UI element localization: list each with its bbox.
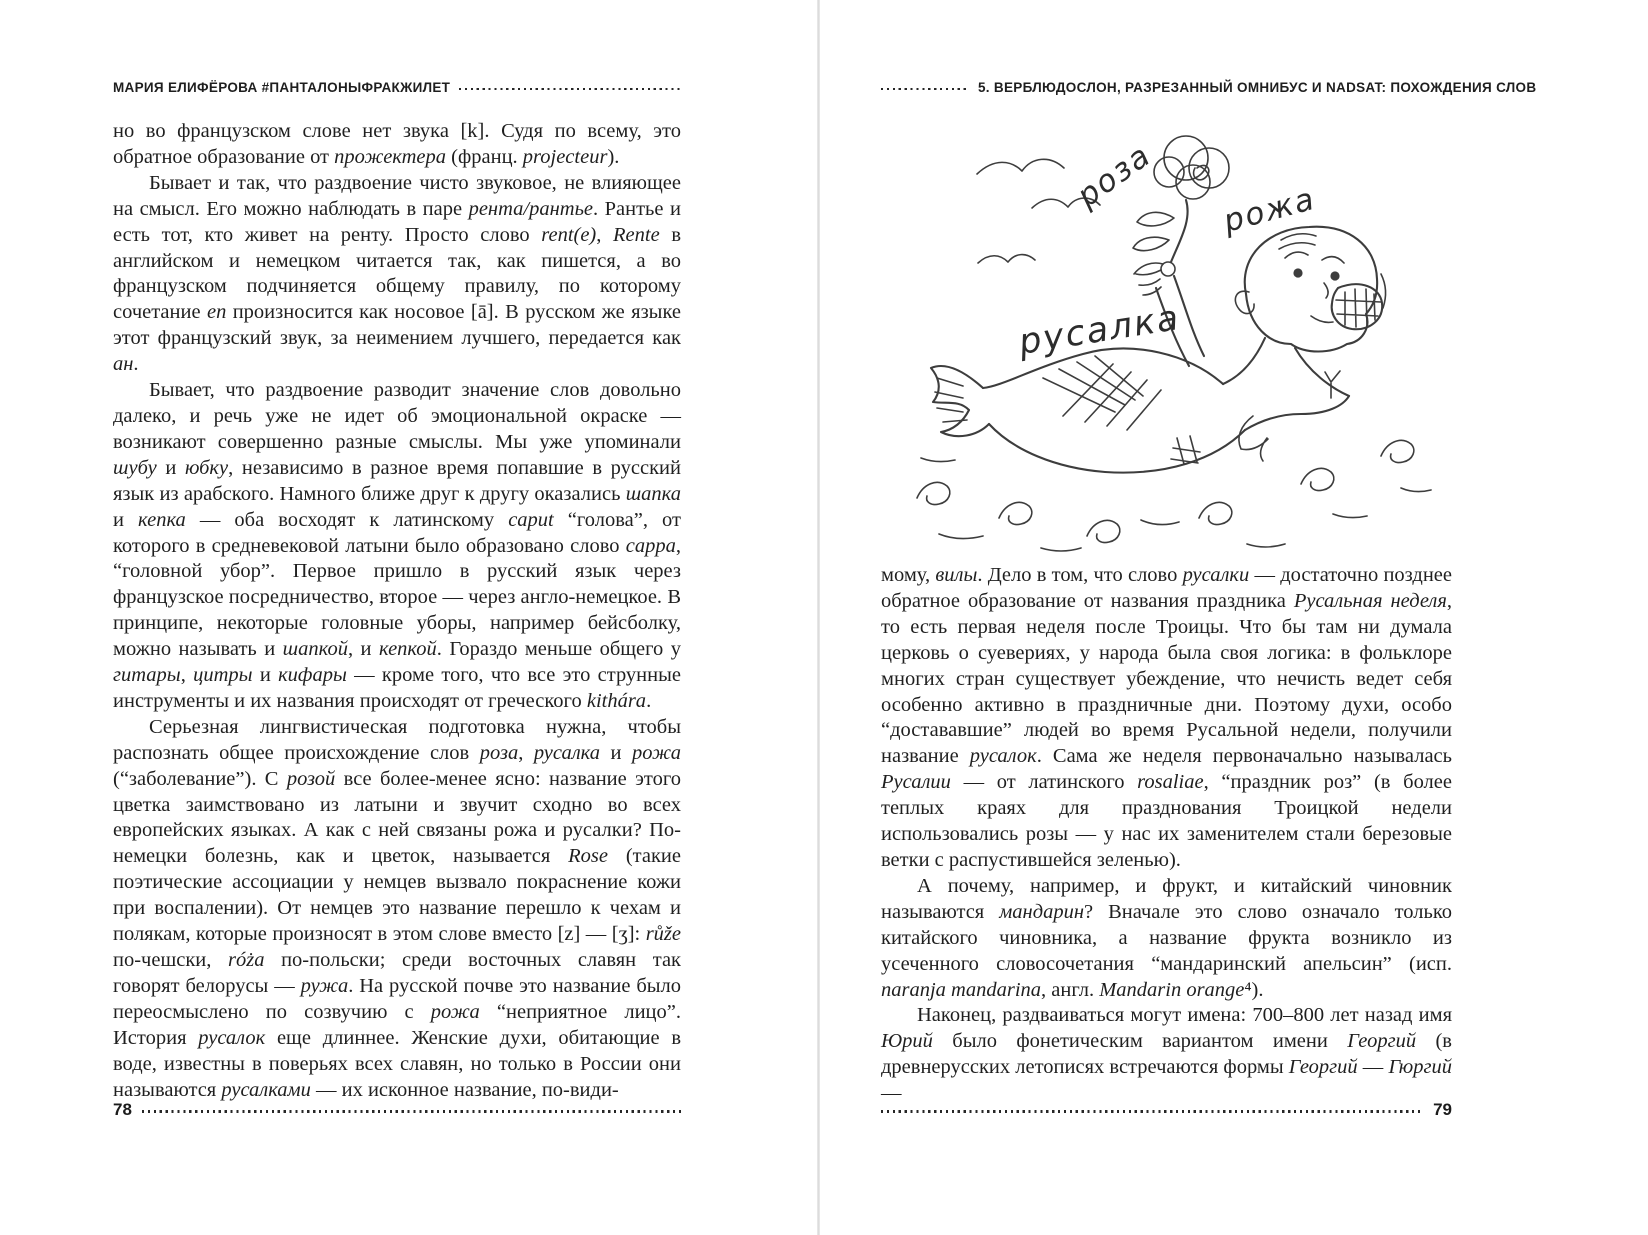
paragraph: Серьезная лингвистическая подготовка нужна, чтобы распознать общее происхождение слов роза, русалка и рожа (“заболевание”). С розой все более-менее ясно: название этого цветка заимствовано из латыни и звучит сходно во всех европейских языках. А как с ней связаны рожа и русалки? По-немецки болезнь, как и цветок, называется Rose (такие поэтические ассоциации у немцев вызвало покраснение кожи при воспалении). От немцев это название перешло к чехам и полякам, которые произносят в этом слове вместо [z] — [ʒ]: růže по-чешски, róża по-польски; среди восточных славян так говорят белорусы — ружа. На русской почве это название было переосмыслено по созвучию с рожа “неприятное лицо”. История русалок еще длиннее. Женские духи, обитающие в воде, известны в поверьях всех славян, но только в России они называются русалками — их исконное название, по-види- — [113, 715, 682, 1101]
left-folio — [113, 1100, 681, 1120]
paragraph: Бывает, что раздвоение разводит значение слов довольно далеко, и речь уже не идет об эмоциональной окраске — возникают совершенно разные смыслы. Мы уже упоминали шубу и юбку, независимо в разное время попавшие в русский язык из арабского. Намного ближе друг к другу оказались шапка и кепка — оба восходят к латинскому caput “голова”, от которого в средневековой латыни было образовано слово cappa, “головной убор”. Первое пришло в русский язык через французское посредничество, второе — через англо-немецкое. В принципе, некоторые головные уборы, например бейсболку, можно называть и шапкой, и кепкой. Гораздо меньше общего у гитары, цитры и кифары — кроме того, что все это струнные инструменты и их названия происходят от греческого kithára. — [113, 379, 681, 712]
paragraph: Бывает и так, что раздвоение чисто звуковое, не влияющее на смысл. Его можно наблюдать в паре рента/рантье. Рантье и есть тот, кто живет на ренту. Просто слово rent(e), Rente в английском и немецком читается так, как пишется, а во французском подчиняется общему правилу, по которому сочетание en произносится как носовое [ā]. В русском же языке этот французский звук, за неимением лучшего, передается как ан. — [113, 171, 682, 376]
header-dotted-leader — [459, 88, 681, 91]
header-dotted-leader — [881, 88, 969, 91]
folio-dotted-leader — [881, 1110, 1423, 1113]
paragraph: но во французском слове нет звука [k]. Судя по всему, это обратное образование от прожектера (франц. projecteur). — [113, 120, 681, 168]
illustration-label-rusalka: русалка — [1016, 297, 1183, 363]
author-hashtag-header: МАРИЯ ЕЛИФЁРОВА #ПАНТАЛОНЫФРАКЖИЛЕТ — [113, 80, 451, 95]
mermaid-body — [931, 338, 1349, 473]
paragraph: Наконец, раздваиваться могут имена: 700–800 лет назад имя Юрий было фонетическим вариантом имени Георгий (в древнерусских летописях встречаются формы Георгий — Гюргий — — [881, 1004, 1452, 1105]
page-gutter-divider — [817, 0, 820, 1235]
seagulls-icon — [977, 159, 1100, 263]
paragraph: А почему, например, и фрукт, и китайский чиновник называются мандарин? Вначале это слово означало только китайского чиновника, а название фрукта возникло из усеченного словосочетания “мандаринский апельсин” (исп. naranja mandarina, англ. Mandarin orange⁴). — [881, 874, 1452, 1001]
ugly-face — [1235, 227, 1385, 352]
right-page — [881, 0, 1537, 1235]
left-page — [113, 0, 681, 1235]
right-folio — [881, 1100, 1452, 1120]
left-running-head — [113, 80, 681, 95]
right-running-head — [881, 80, 1537, 95]
left-body-text — [113, 119, 681, 1103]
paragraph: мому, вилы. Дело в том, что слово русалки — достаточно позднее обратное образование от названия праздника Русальная неделя, то есть первая неделя после Троицы. Что бы там ни думала церковь о суевериях, у народа была своя логика: в фольклоре многих стран существует убеждение, что нечисть ведет себя особенно активно в праздничные дни. Поэтому духи, особо “достававшие” людей во время Русальной недели, получили название русалок. Сама же неделя первоначально называлась Русалии — от латинского rosaliae, “праздник роз” (в более теплых краях для празднования Троицкой недели использовались розы — у нас их заменителем стали березовые ветки с распустившейся зеленью). — [881, 564, 1453, 871]
folio-dotted-leader — [142, 1110, 681, 1113]
illustration-label-roza: роза — [1070, 137, 1159, 215]
mermaid-illustration — [881, 116, 1452, 558]
page-number-right: 79 — [1433, 1100, 1452, 1119]
right-body-text — [881, 563, 1452, 1107]
chapter-title-header: 5. ВЕРБЛЮДОСЛОН, РАЗРЕЗАННЫЙ ОМНИБУС И NADSAT: ПОХОЖДЕНИЯ СЛОВ — [978, 80, 1537, 95]
illustration-label-rozha: рожа — [1219, 180, 1320, 240]
page-number-left: 78 — [113, 1100, 132, 1119]
waves — [917, 440, 1431, 551]
